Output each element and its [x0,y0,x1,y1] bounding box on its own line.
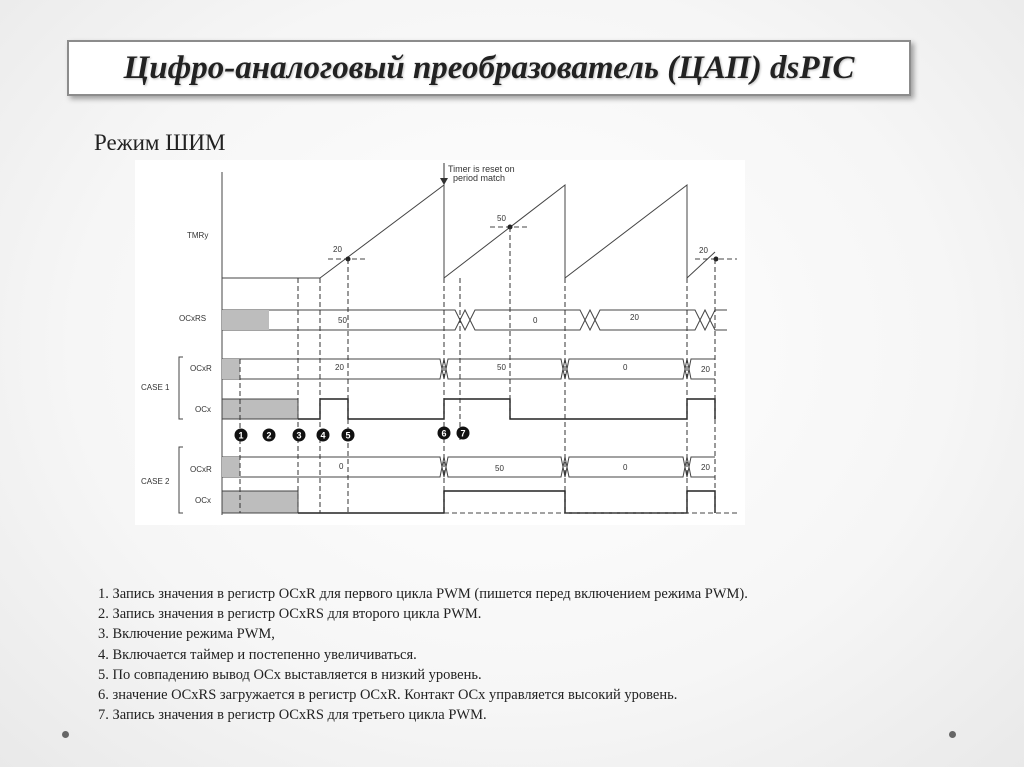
title-box [67,40,911,96]
timing-diagram-svg [135,160,745,525]
label-case1-ocx: OCx [195,405,211,414]
case2-ocxr-bus [222,457,715,477]
case2-ocx-initial-fill [222,491,298,513]
label-ocxrs: OCxRS [179,314,207,323]
case1-ocx-waveform [298,399,715,419]
case1-ocxr-initial-fill [222,359,240,379]
note-7: 7. Запись значения в регистр OCxRS для третьего цикла PWM. [98,707,487,724]
corner-dot-left [62,731,69,738]
tmry-match-point-3 [714,257,719,262]
slide-subtitle: Режим ШИМ [94,130,226,155]
marker-4-label: 4 [320,430,326,441]
note-6: 6. значение OCxRS загружается в регистр OCxR. Контакт OCx управляется высокий уровень. [98,687,678,704]
tmry-value-2: 50 [497,214,506,223]
slide-title: Цифро-аналоговый преобразователь (ЦАП) dsPIC [123,49,855,86]
case2-ocxr-value-3: 0 [623,463,628,472]
case1-ocxr-value-2: 50 [497,363,506,372]
tmry-sawtooth [222,185,715,278]
case2-ocxr-value-2: 50 [495,464,504,473]
case2-ocxr-value-1: 0 [339,462,344,471]
marker-7-label: 7 [460,428,466,439]
label-tmry: TMRy [187,231,209,240]
tmry-value-3: 20 [699,246,708,255]
label-case1: CASE 1 [141,383,170,392]
ocxrs-value-1: 50 [338,316,347,325]
case1-brace [179,357,183,419]
case2-brace [179,447,183,513]
tmry-value-1: 20 [333,245,342,254]
case2-ocx-waveform [298,491,715,513]
marker-3-label: 3 [296,430,302,441]
note-1: 1. Запись значения в регистр OCxR для первого цикла PWM (пишется перед включением режима PWM). [98,586,748,602]
marker-1-label: 1 [238,430,244,441]
reset-annotation-line2: period match [453,173,506,183]
ocxrs-value-2: 0 [533,316,538,325]
marker-5-label: 5 [345,430,351,441]
case1-ocxr-bus [222,359,715,379]
reset-annotation-line1: Timer is reset on [448,164,515,174]
event-markers [235,427,470,442]
note-2: 2. Запись значения в регистр OCxRS для второго цикла PWM. [98,606,482,623]
label-case2-ocx: OCx [195,496,211,505]
reset-arrow-head [440,178,448,185]
marker-2-label: 2 [266,430,272,441]
note-3: 3. Включение режима PWM, [98,626,275,643]
tmry-compare-dashes [328,227,737,259]
case1-ocxr-value-3: 0 [623,363,628,372]
case2-ocxr-value-4: 20 [701,463,710,472]
case1-ocxr-value-1: 20 [335,363,344,372]
case2-ocxr-initial-fill [222,457,240,477]
corner-dot-right [949,731,956,738]
note-5: 5. По совпадению вывод OCx выставляется в низкий уровень. [98,666,482,683]
timing-diagram [135,160,745,525]
label-case2: CASE 2 [141,477,170,486]
ocxrs-value-3: 20 [630,313,639,322]
case1-ocxr-value-4: 20 [701,365,710,374]
label-case2-ocxr: OCxR [190,465,212,474]
marker-6-label: 6 [441,428,447,439]
ocxrs-initial-fill [222,310,269,330]
label-case1-ocxr: OCxR [190,364,212,373]
note-4: 4. Включается таймер и постепенно увеличиваться. [98,646,417,663]
event-lines [240,227,715,513]
notes-list [98,584,978,725]
case1-ocx-initial-fill [222,399,298,419]
